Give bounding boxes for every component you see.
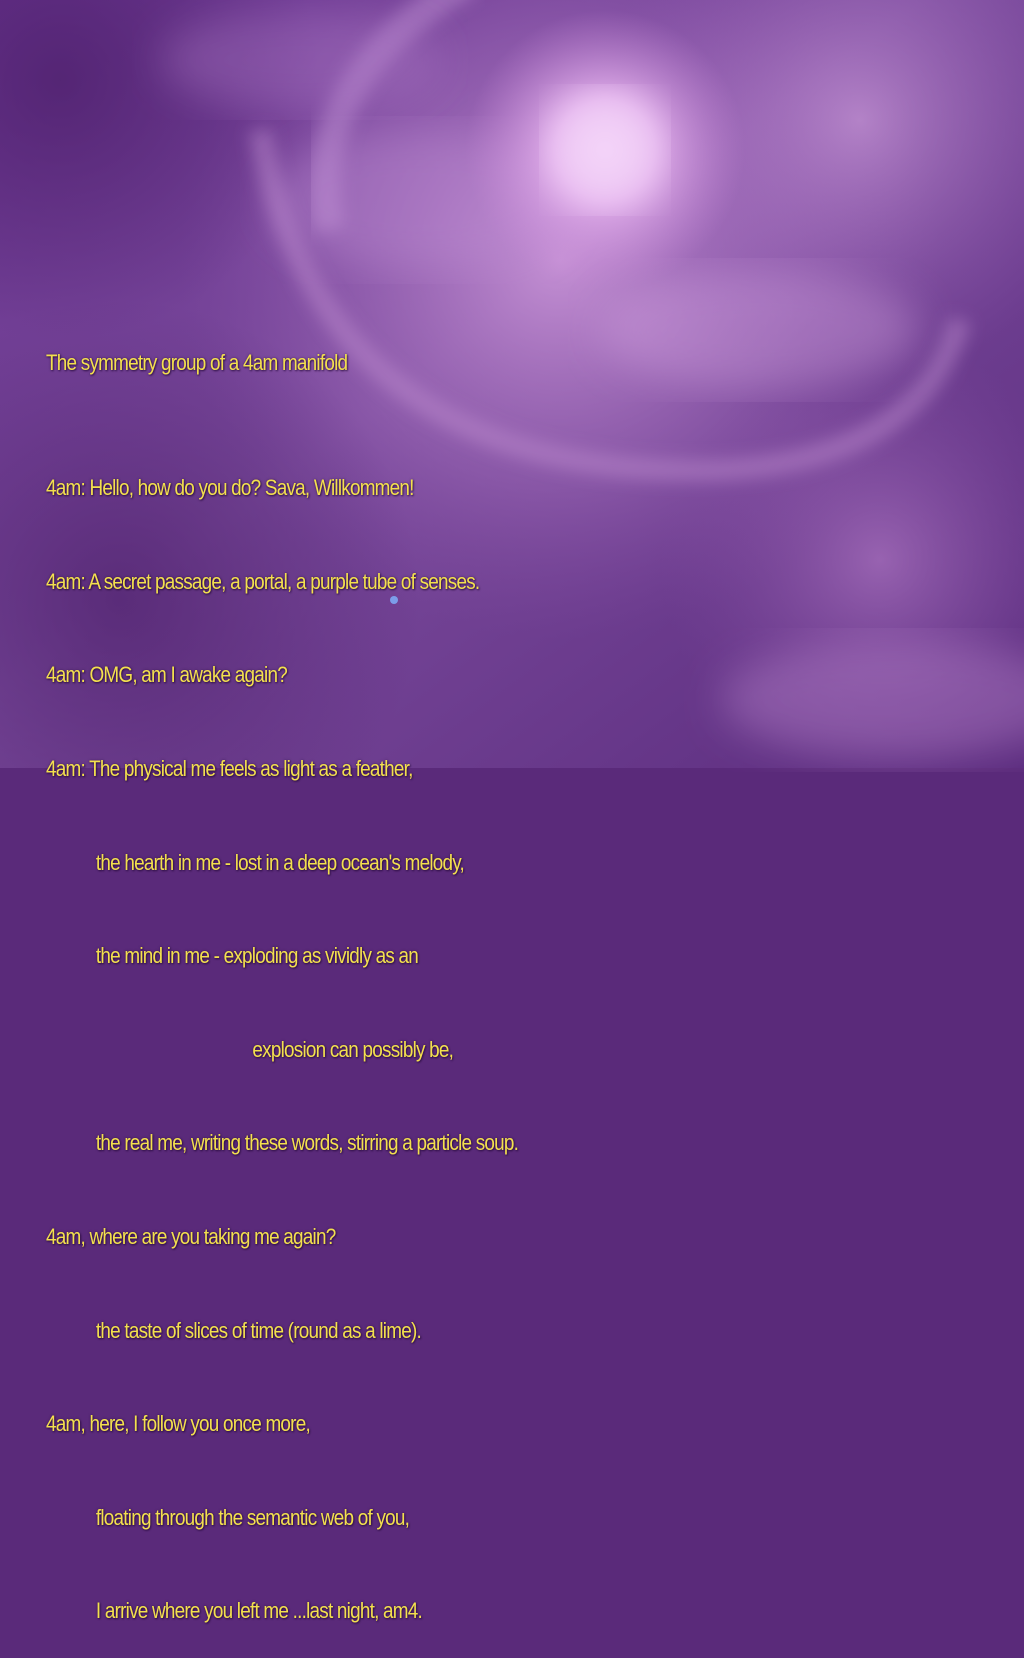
poem-text-block: [46, 285, 872, 1658]
poem-line: 4am: The physical me feels as light as a feather,: [46, 755, 413, 781]
poem-line: the hearth in me - lost in a deep ocean's melody,: [95, 849, 465, 875]
poem-line: I arrive where you left me ...last night, am4.: [95, 1598, 423, 1624]
poem-line: 4am, here, I follow you once more,: [46, 1411, 310, 1437]
poem-line: 4am: OMG, am I awake again?: [46, 662, 287, 688]
poem-line: 4am: Hello, how do you do? Sava, Willkommen!: [46, 475, 414, 501]
poem-line: the taste of slices of time (round as a lime).: [95, 1317, 421, 1343]
poem-line: the real me, writing these words, stirring a particle soup.: [95, 1130, 519, 1156]
poem-line: 4am: A secret passage, a portal, a purple tube of senses.: [46, 568, 480, 594]
poem-line: explosion can possibly be,: [252, 1036, 454, 1062]
poem-line: the mind in me - exploding as vividly as an: [95, 943, 419, 969]
poem-title: The symmetry group of a 4am manifold: [46, 350, 348, 376]
poem-line: 4am, where are you taking me again?: [46, 1223, 336, 1249]
poem-line: floating through the semantic web of you,: [95, 1504, 410, 1530]
